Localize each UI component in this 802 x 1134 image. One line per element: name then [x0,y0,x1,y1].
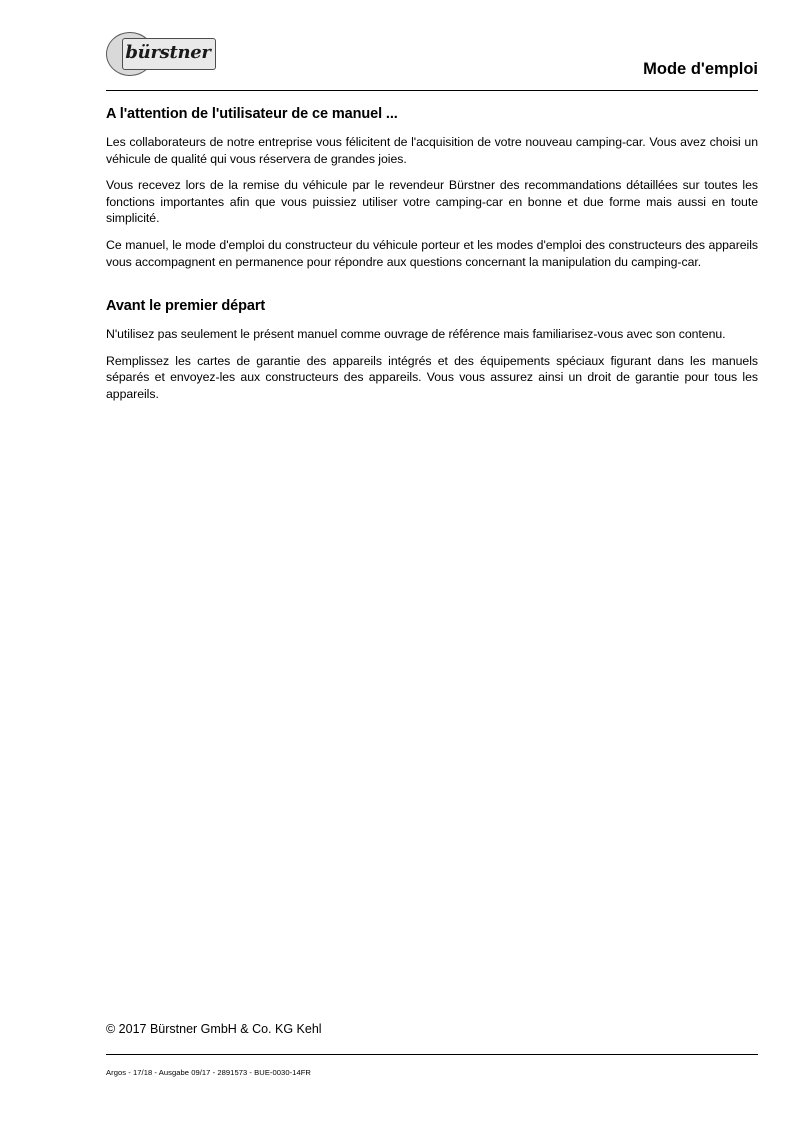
paragraph: Remplissez les cartes de garantie des appareils intégrés et des équipements spéciaux figurant dans les manuels séparés et envoyez-les aux constructeurs des appareils. Vous vous assurez ainsi un droit de garantie pour tous les appareils. [106,353,758,401]
page-header [106,18,758,90]
paragraph: N'utilisez pas seulement le présent manuel comme ouvrage de référence mais familiarisez-vous avec son contenu. [106,327,726,342]
paragraph: Ce manuel, le mode d'emploi du constructeur du véhicule porteur et les modes d'emploi des constructeurs des appareils vous accompagnent en permanence pour répondre aux questions concernant la manipulation du camping-car. [106,237,758,269]
header-divider [106,90,758,91]
footer-document-reference: Argos - 17/18 - Ausgabe 09/17 - 2891573 - BUE-0030-14FR [106,1068,311,1077]
section-heading-user-attention: A l'attention de l'utilisateur de ce manuel ... [106,106,398,122]
section-heading-before-first-departure: Avant le premier départ [106,298,266,315]
paragraph: Vous recevez lors de la remise du véhicule par le revendeur Bürstner des recommandations détaillées sur toutes les fonctions importantes afin que vous puissiez utiliser votre camping-car en bonne et due forme mais aussi en toute simplicité. [106,178,758,226]
footer-divider [106,1054,758,1055]
page-title: Mode d'emploi [643,60,758,78]
copyright-notice: © 2017 Bürstner GmbH & Co. KG Kehl [106,1022,322,1036]
logo-wordmark: bürstner [125,42,211,63]
burstner-logo [106,32,214,74]
paragraph: Les collaborateurs de notre entreprise vous félicitent de l'acquisition de votre nouveau camping-car. Vous avez choisi un véhicule de qualité qui vous réservera de grandes joies. [106,135,758,166]
page-content [106,106,758,403]
